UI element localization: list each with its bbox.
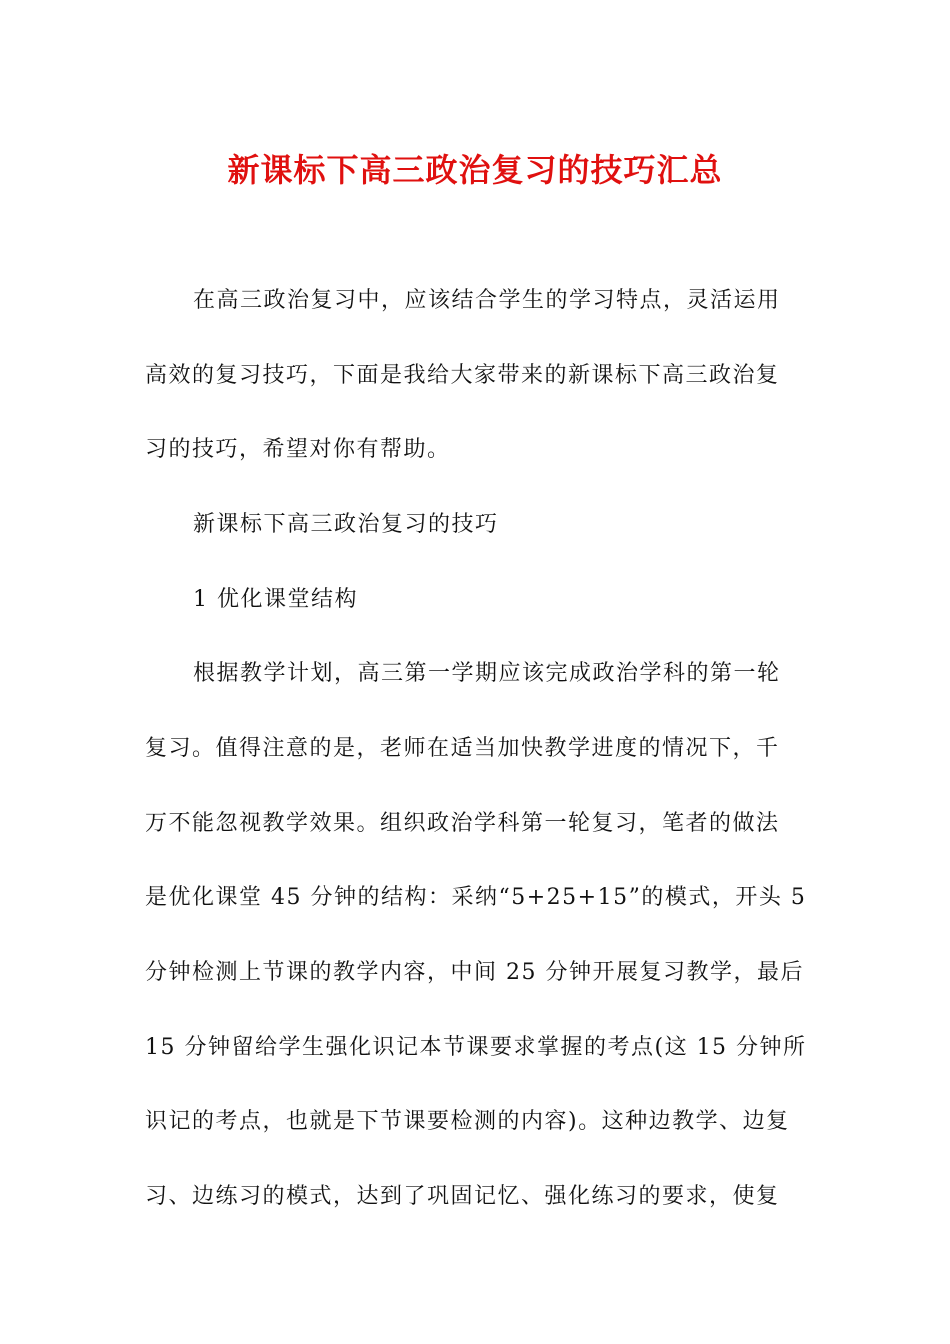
section-heading: 新课标下高三政治复习的技巧 [193,512,499,537]
body-line: 万不能忽视教学效果。组织政治学科第一轮复习，笔者的做法 [145,811,780,836]
body-line: 根据教学计划，高三第一学期应该完成政治学科的第一轮 [193,661,781,686]
body-line: 在高三政治复习中，应该结合学生的学习特点，灵活运用 [193,288,781,313]
body-line: 识记的考点，也就是下节课要检测的内容)。这种边教学、边复 [145,1109,790,1134]
body-line: 复习。值得注意的是，老师在适当加快教学进度的情况下，千 [145,736,780,761]
document-title: 新课标下高三政治复习的技巧汇总 [227,151,723,189]
body-line: 是优化课堂 45 分钟的结构：采纳“5+25+15”的模式，开头 5 [145,885,807,910]
body-line: 高效的复习技巧，下面是我给大家带来的新课标下高三政治复 [145,363,780,388]
subsection-heading: 1 优化课堂结构 [193,587,358,612]
body-line: 分钟检测上节课的教学内容，中间 25 分钟开展复习教学，最后 [145,960,804,985]
body-line: 习的技巧，希望对你有帮助。 [145,437,451,462]
body-line: 15 分钟留给学生强化识记本节课要求掌握的考点(这 15 分钟所 [145,1035,807,1060]
body-line: 习、边练习的模式，达到了巩固记忆、强化练习的要求，使复 [145,1184,780,1209]
